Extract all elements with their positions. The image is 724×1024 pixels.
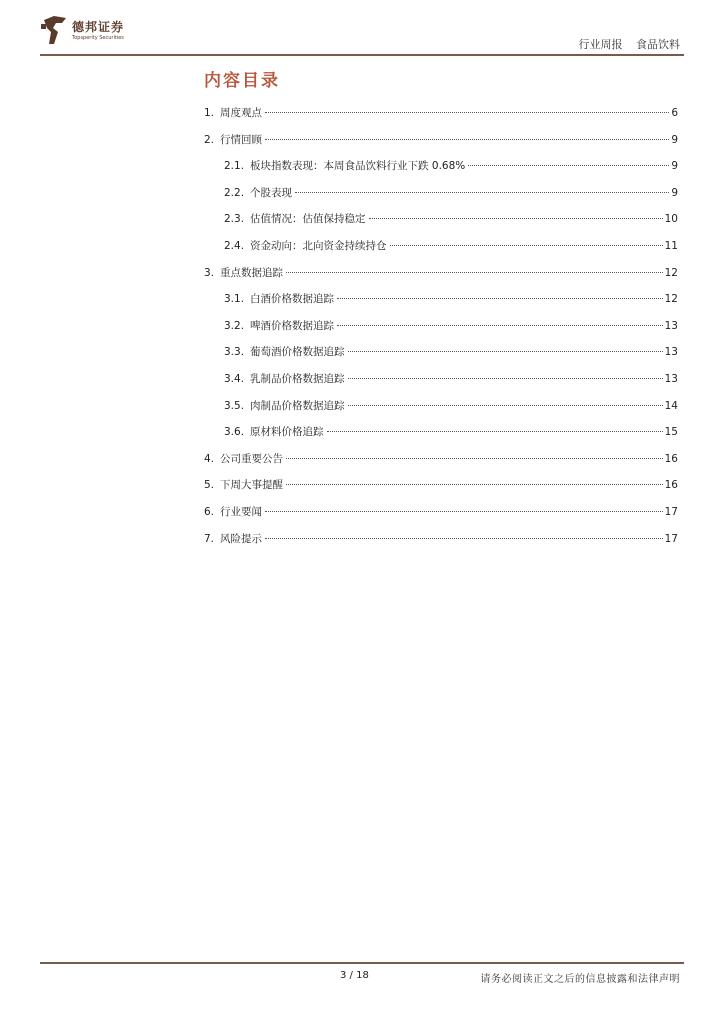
disclaimer-note: 请务必阅读正文之后的信息披露和法律声明 [480,974,680,985]
toc-entry-title: 公司重要公告 [220,452,284,465]
toc-dot-leader [327,431,663,432]
toc-entry-page: 13 [664,372,678,385]
toc-entry-page: 9 [671,160,678,173]
toc-entry[interactable] [204,339,678,366]
toc-entry-number: 7. [204,532,215,545]
toc-entry[interactable] [204,446,678,473]
toc-entry-page: 12 [664,266,678,279]
toc-entry-title: 板块指数表现：本周食品饮料行业下跌 0.68% [250,160,466,173]
toc-dot-leader [390,245,663,246]
toc-entry[interactable] [204,260,678,287]
toc-dot-leader [468,165,669,166]
toc-entry-title: 下周大事提醒 [220,479,284,492]
toc-entry-page: 17 [664,532,678,545]
toc-dot-leader [265,112,669,113]
toc-dot-leader [337,325,663,326]
toc-entry[interactable] [204,526,678,553]
toc-entry-number: 3.3. [224,346,245,359]
toc-entry-title: 肉制品价格数据追踪 [250,399,345,412]
toc-entry-title: 风险提示 [220,532,263,545]
toc-entry[interactable] [204,100,678,127]
toc-entry-number: 2.1. [224,160,245,173]
toc-entry-title: 白酒价格数据追踪 [250,293,335,306]
toc-entry-page: 13 [664,319,678,332]
toc-entry-page: 16 [664,479,678,492]
toc-entry-title: 个股表现 [250,186,293,199]
toc-entry-page: 12 [664,293,678,306]
toc-entry-number: 3.5. [224,399,245,412]
toc-dot-leader [265,538,663,539]
dragon-logo-icon [40,14,68,46]
toc-entry-number: 5. [204,479,215,492]
toc-dot-leader [348,378,663,379]
toc-entry[interactable] [204,393,678,420]
report-category: 行业周报 [578,38,623,51]
company-logo [40,14,140,50]
toc-entry-title: 重点数据追踪 [220,266,284,279]
toc-entry-page: 14 [664,399,678,412]
report-sector: 食品饮料 [636,38,680,51]
logo-chinese-name: 德邦证券 [72,20,125,34]
toc-entry-page: 9 [671,186,678,199]
toc-entry[interactable] [204,419,678,446]
toc-entry-number: 3. [204,266,215,279]
toc-dot-leader [348,405,663,406]
toc-entry[interactable] [204,153,678,180]
toc-entry-title: 行业要闻 [220,505,263,518]
toc-dot-leader [337,298,663,299]
report-type [579,36,681,52]
toc-entry-title: 估值情况：估值保持稳定 [250,213,366,226]
toc-dot-leader [348,351,663,352]
toc-entry[interactable] [204,499,678,526]
toc-entry-title: 原材料价格追踪 [250,426,324,439]
toc-entry-page: 16 [664,452,678,465]
toc-entry-title: 行情回顾 [220,133,263,146]
toc-entry-title: 周度观点 [220,107,263,119]
toc-entry-number: 3.4. [224,372,245,385]
toc-title: 内容目录 [204,71,280,91]
toc-entry[interactable] [204,313,678,340]
toc-entry[interactable] [204,206,678,233]
toc-dot-leader [265,139,669,140]
header-divider [40,54,684,56]
toc-dot-leader [286,484,663,485]
page-number: 3 / 18 [340,970,369,981]
toc-entry-number: 2.4. [224,239,245,252]
toc-entry[interactable] [204,127,678,154]
toc-entry[interactable] [204,233,678,260]
logo-english-name: Topsperity Securities [72,35,124,41]
toc-entry-title: 葡萄酒价格数据追踪 [250,346,345,359]
toc-dot-leader [295,192,669,193]
toc-entry-title: 资金动向：北向资金持续持仓 [250,239,387,252]
toc-entry[interactable] [204,180,678,207]
toc-entry-page: 15 [664,426,678,439]
toc-entry-number: 4. [204,452,215,465]
footer-divider [40,962,684,964]
toc-entry-title: 啤酒价格数据追踪 [250,319,335,332]
toc-entry-page: 17 [664,505,678,518]
toc-entry-number: 2. [204,133,215,146]
toc-entry[interactable] [204,366,678,393]
table-of-contents [204,100,678,552]
toc-entry-number: 3.6. [224,426,245,439]
toc-dot-leader [286,458,663,459]
toc-entry[interactable] [204,286,678,313]
toc-entry-page: 10 [664,213,678,226]
toc-dot-leader [369,218,663,219]
toc-entry-number: 3.1. [224,293,245,306]
toc-entry-number: 2.3. [224,213,245,226]
toc-entry-page: 11 [664,239,678,252]
toc-entry-page: 9 [671,133,678,146]
toc-entry[interactable] [204,472,678,499]
toc-dot-leader [265,511,663,512]
toc-entry-number: 2.2. [224,186,245,199]
toc-dot-leader [286,272,663,273]
toc-entry-title: 乳制品价格数据追踪 [250,372,345,385]
toc-entry-number: 3.2. [224,319,245,332]
toc-entry-page: 6 [671,107,678,119]
toc-entry-page: 13 [664,346,678,359]
toc-entry-number: 1. [204,107,215,119]
toc-entry-number: 6. [204,505,215,518]
